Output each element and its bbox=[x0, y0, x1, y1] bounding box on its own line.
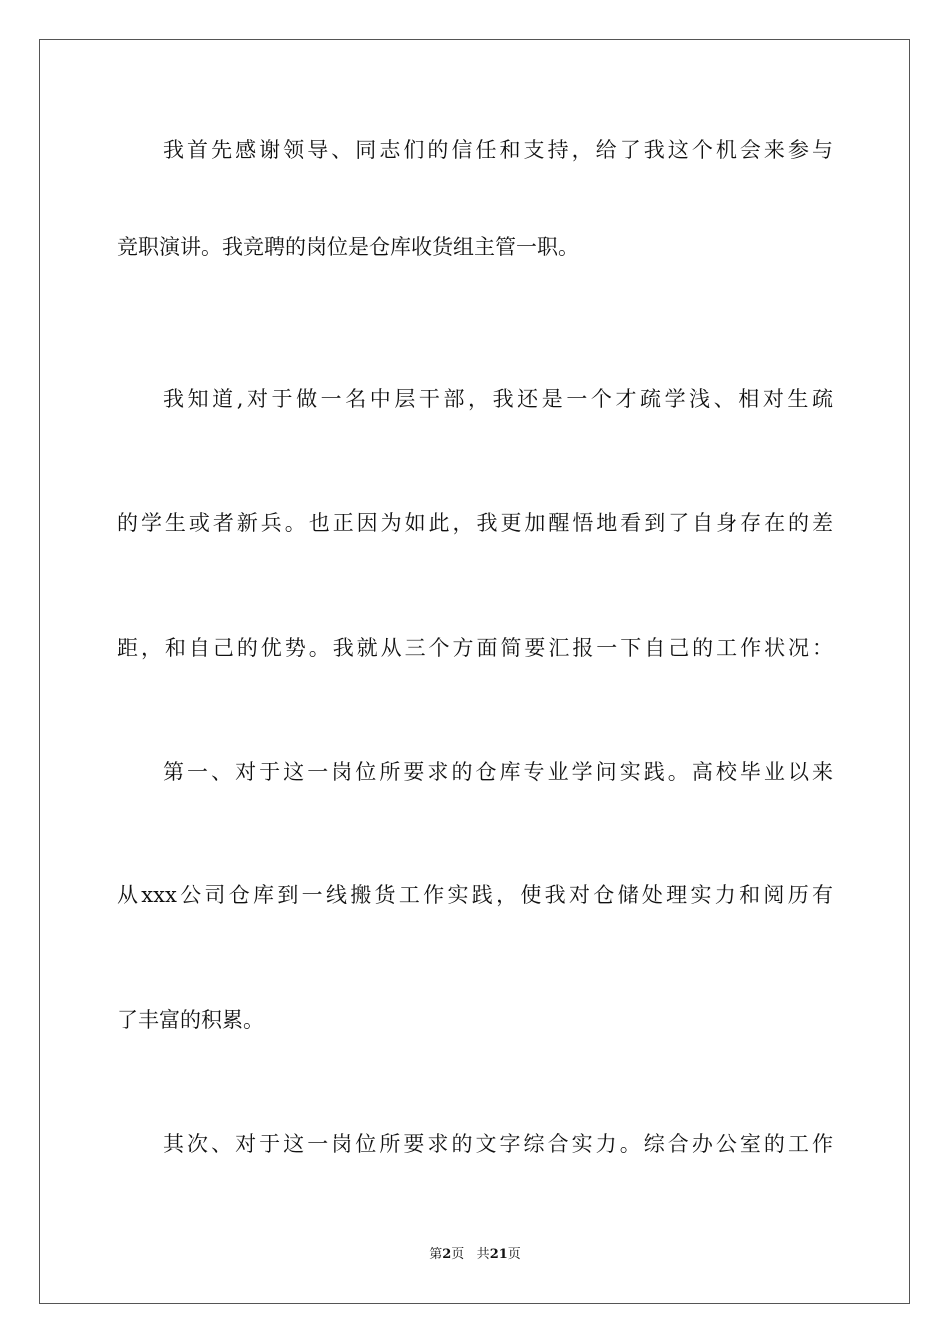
paragraph-2-line-3: 距，和自己的优势。我就从三个方面简要汇报一下自己的工作状况： bbox=[117, 636, 833, 660]
page-border bbox=[39, 39, 910, 1304]
total-prefix: 共 bbox=[476, 1247, 490, 1262]
total-suffix: 页 bbox=[507, 1247, 521, 1262]
paragraph-1-line-2: 竞职演讲。我竞聘的岗位是仓库收货组主管一职。 bbox=[117, 235, 579, 259]
paragraph-2-line-1: 我知道,对于做一名中层干部，我还是一个才疏学浅、相对生疏 bbox=[163, 387, 833, 411]
paragraph-1-line-1: 我首先感谢领导、同志们的信任和支持，给了我这个机会来参与 bbox=[163, 138, 833, 162]
page-prefix: 第 bbox=[429, 1247, 443, 1262]
paragraph-3-line-1: 第一、对于这一岗位所要求的仓库专业学问实践。高校毕业以来 bbox=[163, 760, 833, 784]
page-number: 2 bbox=[442, 1247, 452, 1262]
paragraph-4-line-1: 其次、对于这一岗位所要求的文字综合实力。综合办公室的工作 bbox=[163, 1132, 833, 1156]
total-pages: 21 bbox=[489, 1247, 508, 1262]
page-footer bbox=[0, 1246, 950, 1264]
paragraph-2-line-2: 的学生或者新兵。也正因为如此，我更加醒悟地看到了自身存在的差 bbox=[117, 511, 833, 535]
paragraph-3-line-3: 了丰富的积累。 bbox=[117, 1008, 264, 1032]
page-suffix: 页 bbox=[451, 1247, 465, 1262]
paragraph-3-line-2: 从xxx公司仓库到一线搬货工作实践，使我对仓储处理实力和阅历有 bbox=[117, 883, 833, 907]
